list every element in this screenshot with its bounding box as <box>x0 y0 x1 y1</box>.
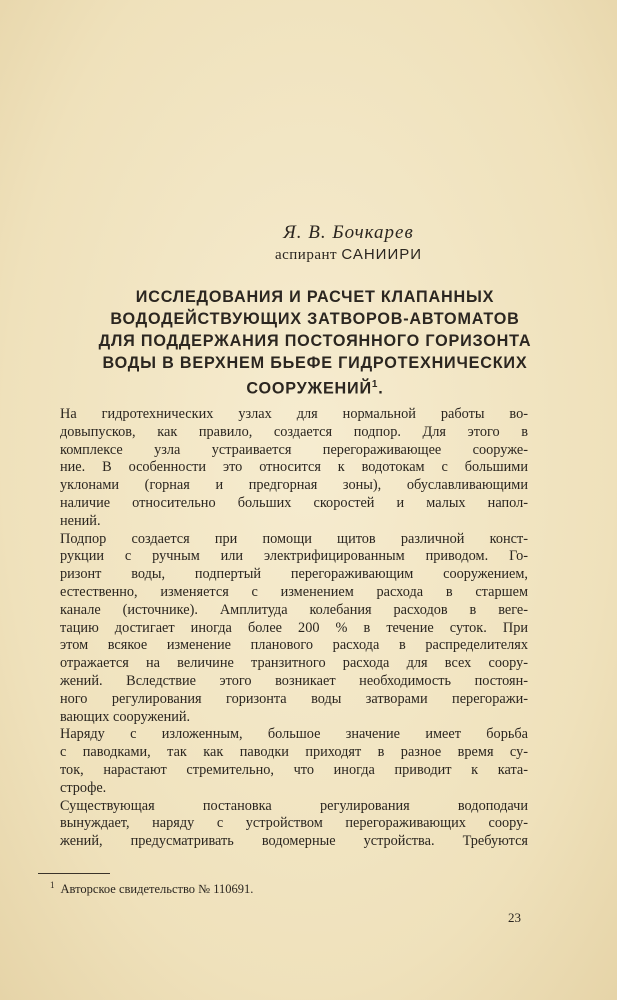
text-line: ризонт воды, подпертый перегораживающим сооружением, <box>60 566 528 583</box>
title-footnote-marker: 1 <box>371 379 379 390</box>
text-line: довыпусков, как правило, создается подпор. Для этого в <box>60 423 528 440</box>
paragraph-3 <box>60 726 528 797</box>
paragraph-4 <box>60 798 528 851</box>
text-line: Существующая постановка регулирования водоподачи <box>60 797 528 814</box>
footnote-marker: 1 <box>50 880 55 890</box>
title-line: ИССЛЕДОВАНИЯ И РАСЧЕТ КЛАПАННЫХ <box>135 288 495 306</box>
paragraph-1 <box>60 406 528 531</box>
title-line: ВОДЫ В ВЕРХНЕМ БЬЕФЕ ГИДРОТЕХНИЧЕСКИХ <box>102 354 528 372</box>
text-line: жений. Вследствие этого возникает необходимость постоян- <box>60 672 528 689</box>
footnote-text: Авторское свидетельство № 110691. <box>60 882 254 897</box>
text-line: с паводками, так как паводки приходят в разное время су- <box>60 744 528 761</box>
paragraph-2 <box>60 531 528 727</box>
text-line: отражается на величине транзитного расхода для всех соору- <box>60 655 528 672</box>
text-line: этом всякое изменение планового расхода в распределителях <box>60 637 528 654</box>
author-affiliation <box>40 246 617 264</box>
footnote <box>50 880 253 897</box>
text-line: строфе. <box>60 779 107 796</box>
text-line: естественно, изменяется с изменением расхода в старшем <box>60 583 528 600</box>
article-body <box>60 406 528 851</box>
article-title <box>80 286 550 399</box>
text-line: На гидротехнических узлах для нормальной работы во- <box>60 406 528 422</box>
text-line: вынуждает, наряду с устройством перегораживающих соору- <box>60 815 528 832</box>
title-line-text: СООРУЖЕНИЙ <box>246 379 372 398</box>
page-number: 23 <box>508 910 521 925</box>
footnote-divider <box>38 873 110 874</box>
author-institution: САНИИРИ <box>341 246 423 263</box>
text-line: Наряду с изложенным, большое значение имеет борьба <box>60 726 528 743</box>
author-name: Я. В. Бочкарев <box>283 222 414 243</box>
text-line: ток, нарастают стремительно, что иногда приводит к ката- <box>60 761 528 778</box>
text-line: жений, предусматривать водомерные устройства. Требуются <box>60 833 528 850</box>
title-line: ВОДОДЕЙСТВУЮЩИХ ЗАТВОРОВ-АВТОМАТОВ <box>110 310 520 328</box>
text-line: наличие относительно больших скоростей и малых напол- <box>60 494 528 511</box>
text-line: уклонами (горная и предгорная зоны), обуславливающими <box>60 477 528 494</box>
author-position: аспирант <box>274 247 338 263</box>
title-line: ДЛЯ ПОДДЕРЖАНИЯ ПОСТОЯННОГО ГОРИЗОНТА <box>98 332 532 350</box>
text-line: Подпор создается при помощи щитов различной конст- <box>60 530 528 547</box>
text-line: ние. В особенности это относится к водотокам с большими <box>60 459 528 476</box>
text-line: комплексе узла устраивается перегораживающее сооруже- <box>60 441 528 458</box>
text-line: канале (источнике). Амплитуда колебания расходов в веге- <box>60 601 528 618</box>
text-line: нений. <box>60 512 101 529</box>
text-line: вающих сооружений. <box>60 708 191 725</box>
title-line-last: СООРУЖЕНИЙ$^1$. <box>246 379 384 398</box>
text-line: тацию достигает иногда более 200 % в течение суток. При <box>60 619 528 636</box>
text-line: ного регулирования горизонта воды затворами перегоражи- <box>60 690 528 707</box>
text-line: рукции с ручным или электрифицированным приводом. Го- <box>60 548 528 565</box>
